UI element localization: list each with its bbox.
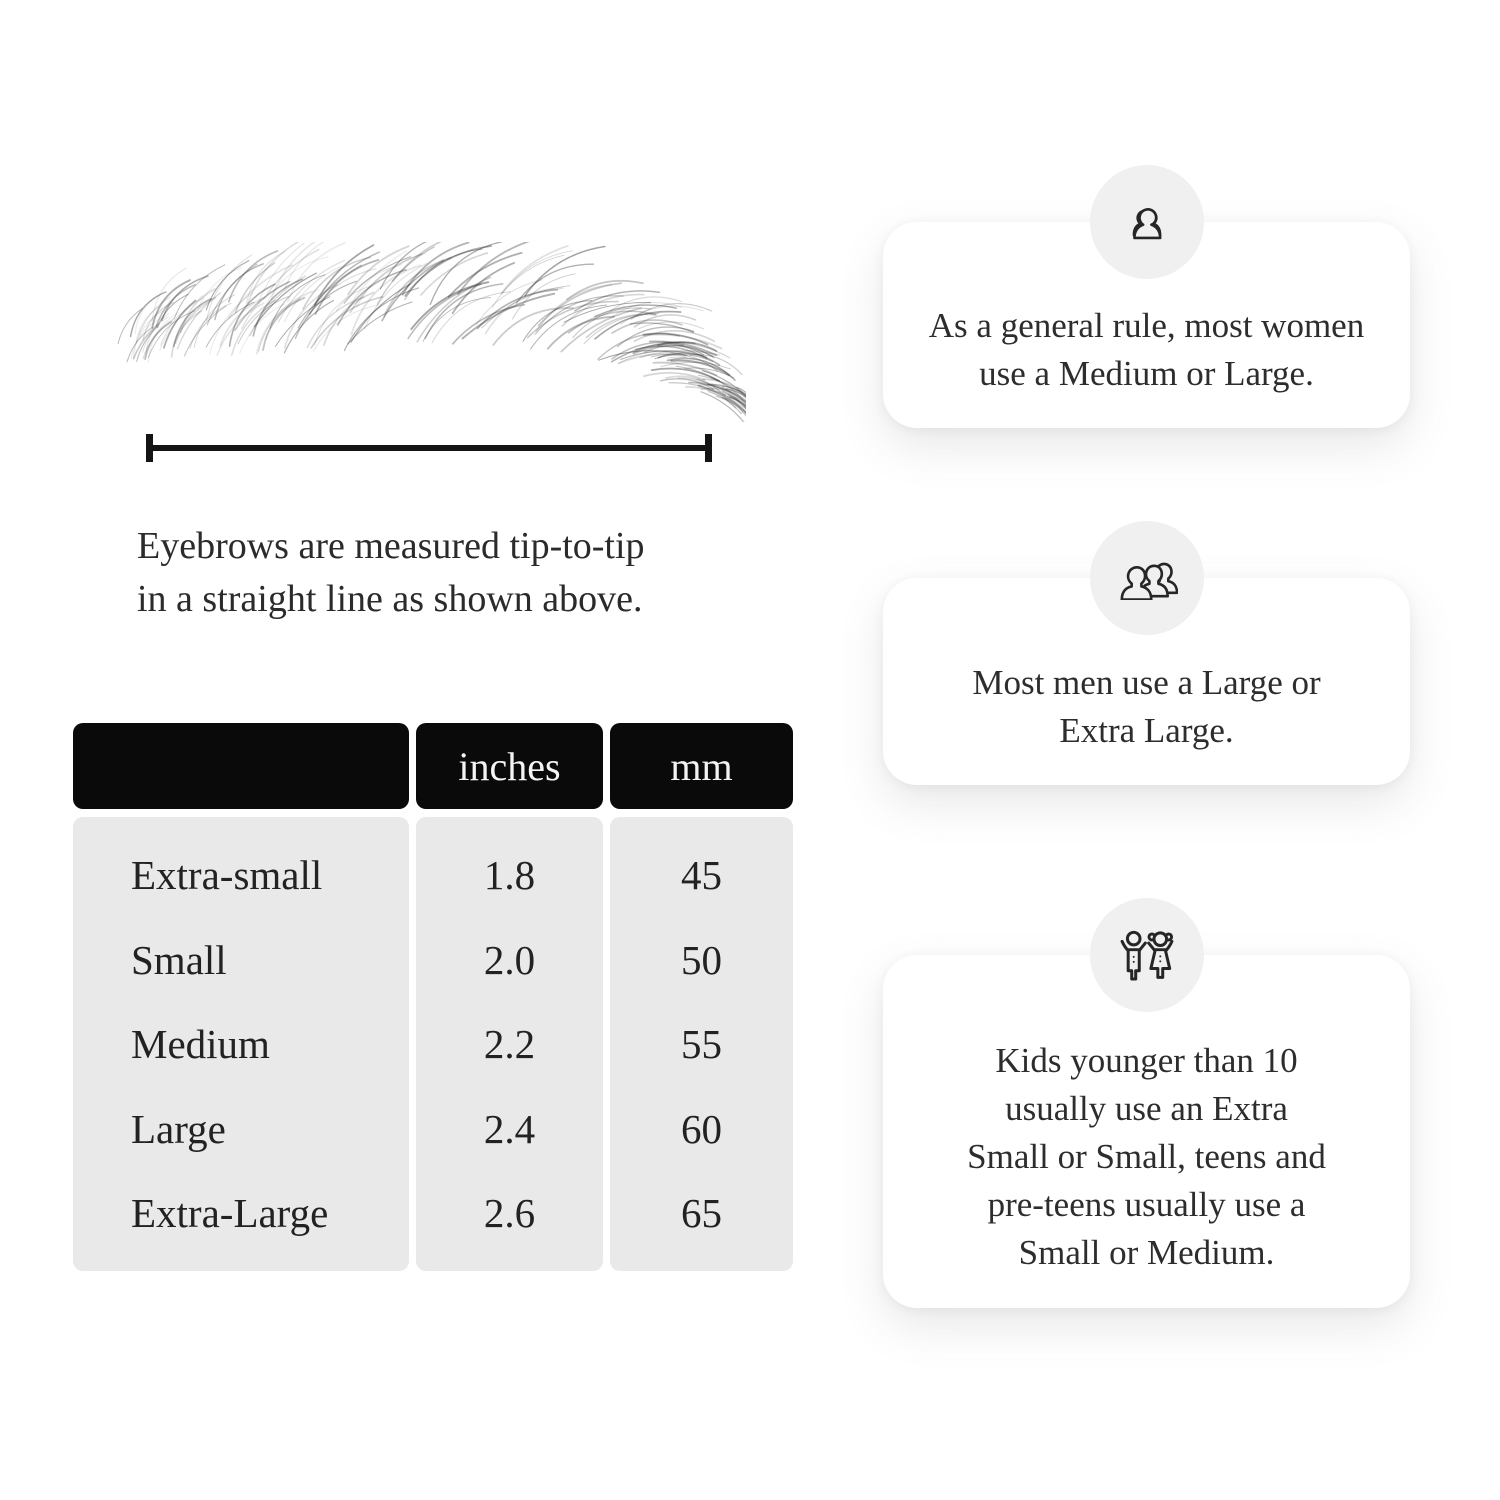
card-line: As a general rule, most women [928, 306, 1365, 345]
info-card-kids [883, 955, 1410, 1308]
card-line: pre-teens usually use a [987, 1184, 1306, 1224]
card-line: Small or Medium. [1018, 1232, 1275, 1272]
card-line: Most men use a Large or [972, 662, 1321, 702]
card-text [883, 222, 1410, 428]
table-row-label: Medium [131, 1021, 270, 1067]
table-header-mm: mm [610, 723, 793, 809]
table-row-label: Extra-small [131, 852, 323, 898]
table-column-mm [610, 817, 793, 1271]
measurement-caption [137, 520, 777, 626]
size-table [73, 723, 793, 1271]
card-text [883, 955, 1410, 1308]
table-header-size [73, 723, 409, 809]
card-line: Kids younger than 10 [995, 1040, 1298, 1080]
table-cell-mm: 50 [681, 936, 722, 983]
table-cell-mm: 60 [681, 1105, 722, 1152]
info-card-men [883, 578, 1410, 785]
card-line: use a Medium or Large. [979, 354, 1314, 393]
card-line: Small or Small, teens and [967, 1136, 1326, 1176]
measure-bar [146, 445, 712, 451]
card-text [883, 578, 1410, 785]
table-column-inches [416, 817, 603, 1271]
table-cell-inches: 2.4 [483, 1105, 536, 1152]
caption-line-2: in a straight line as shown above. [137, 578, 643, 620]
table-cell-inches: 2.2 [483, 1021, 536, 1067]
measurement-line [146, 434, 712, 462]
card-line: usually use an Extra [1005, 1088, 1288, 1128]
table-cell-mm: 45 [681, 852, 722, 898]
eyebrow-sketch-svg [112, 242, 746, 422]
caption-line-1: Eyebrows are measured tip-to-tip [137, 525, 645, 567]
table-cell-mm: 55 [681, 1021, 722, 1067]
table-row-label: Extra-Large [131, 1190, 329, 1236]
table-cell-inches: 2.0 [483, 936, 536, 983]
table-column-labels [73, 817, 409, 1271]
table-cell-mm: 65 [681, 1190, 722, 1236]
table-header-inches: inches [416, 723, 603, 809]
card-line: Extra Large. [1059, 710, 1234, 750]
table-row-label: Small [131, 936, 227, 983]
measure-endcap-right [705, 434, 712, 462]
table-cell-inches: 1.8 [483, 852, 536, 898]
table-row-label: Large [131, 1105, 226, 1152]
table-cell-inches: 2.6 [483, 1190, 536, 1236]
eyebrow-illustration [112, 242, 746, 422]
info-card-women [883, 222, 1410, 428]
